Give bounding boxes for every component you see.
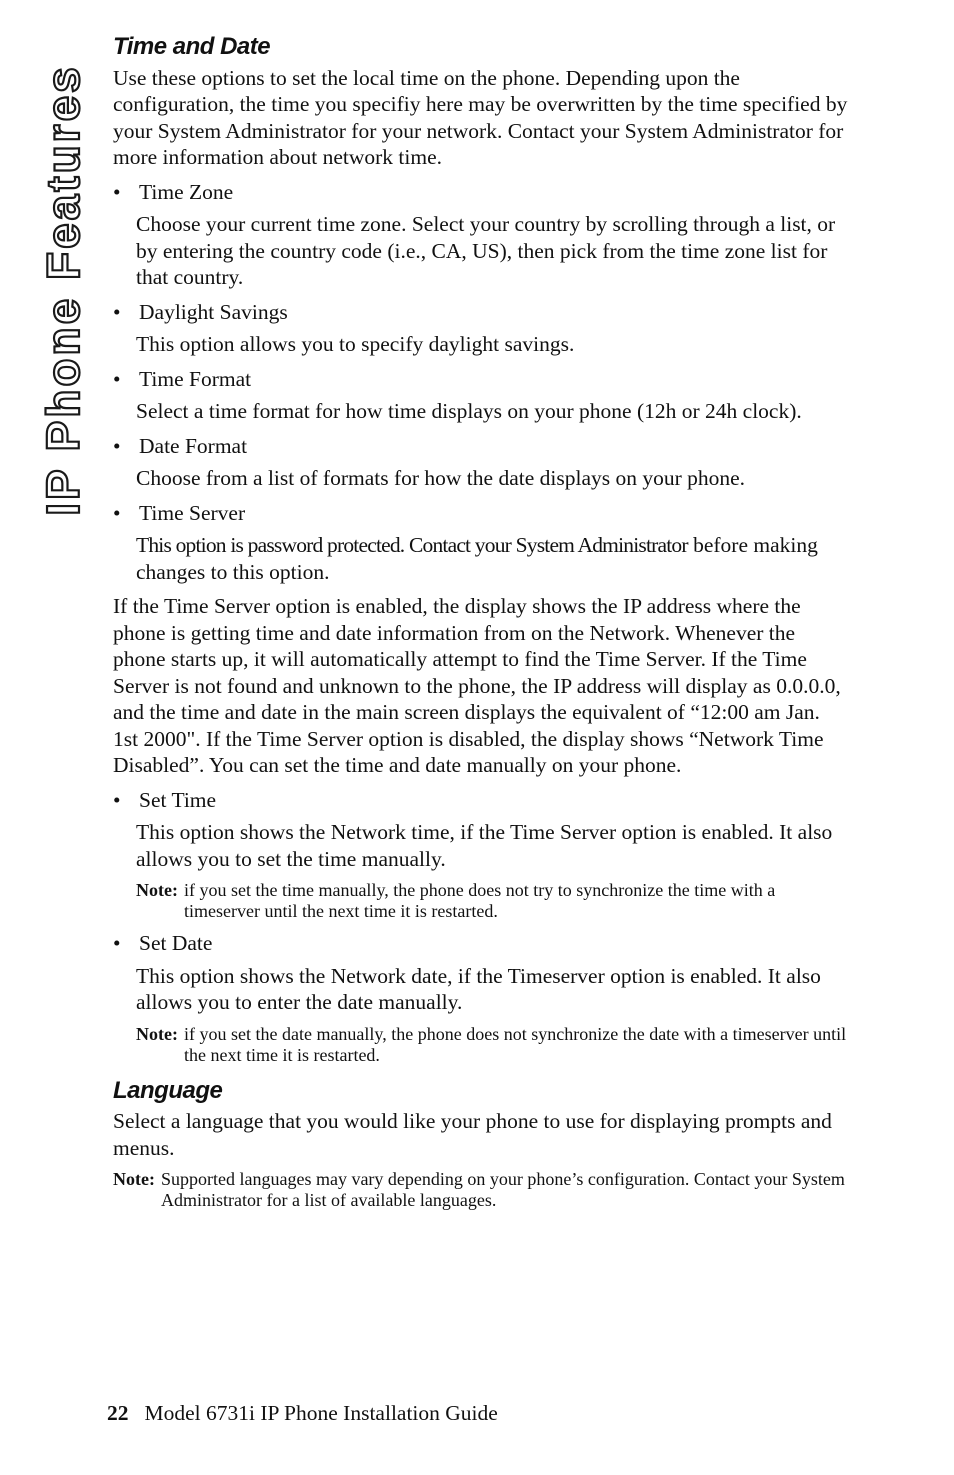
bullet-symbol: • (113, 433, 121, 458)
desc-part-2: before making changes to this option. (136, 533, 818, 584)
bullet-symbol: • (113, 500, 121, 525)
page-content (113, 34, 848, 1219)
guide-title: Model 6731i IP Phone Installation Guide (144, 1401, 498, 1425)
section-heading-language: Language (113, 1076, 223, 1104)
bullet-desc: This option shows the Network time, if the Time Server option is enabled. It also allows you to set the time manually. (136, 820, 833, 871)
bullet-time-zone (113, 179, 848, 206)
bullet-desc: Choose from a list of formats for how the date displays on your phone. (136, 466, 746, 490)
bullet-desc: This option shows the Network date, if the Timeserver option is enabled. It also allows you to enter the date manually. (136, 963, 821, 1014)
intro-paragraph: Use these options to set the local time on the phone. Depending upon the configuration, the time you specifiy here may be overwritten by the time specified by your System Administrator for your network. Contact your System Administrator for more information about network time. (113, 65, 848, 169)
bullet-symbol: • (113, 366, 121, 391)
bullet-time-server (113, 500, 848, 527)
side-tab (38, 40, 88, 540)
bullet-symbol: • (113, 931, 121, 955)
desc-part-1: This option is password protected. Contact your System Administrator (136, 533, 688, 557)
bullet-desc: This option allows you to specify daylight savings. (136, 332, 575, 356)
bullet-date-format (113, 433, 848, 460)
side-tab-label: IP Phone Features (37, 64, 89, 516)
note-label: Note: (136, 1023, 178, 1044)
time-server-paragraph: If the Time Server option is enabled, the display shows the IP address where the phone is getting time and date information from on the Network. Whenever the phone starts up, it will automatically attempt to find the Time Server. If the Time Server is not found and unknown to the phone, the IP address will display as 0.0.0.0, and the time and date in the main screen displays the equivalent of “12:00 am Jan. 1st 2000". If the Time Server option is disabled, the display shows “Network Time Disabled”. You can set the time and date manually on your phone. (113, 594, 841, 777)
note-set-time (136, 880, 848, 922)
bullet-daylight-savings (113, 299, 848, 326)
bullet-title: Set Time (139, 787, 217, 812)
bullet-title: Time Zone (139, 179, 234, 204)
bullet-title: Time Server (139, 500, 246, 525)
page-number: 22 (107, 1401, 129, 1425)
bullet-title: Time Format (139, 366, 252, 391)
bullet-desc: Select a time format for how time displays on your phone (12h or 24h clock). (136, 399, 802, 423)
note-text: if you set the time manually, the phone does not try to synchronize the time with a timeserver until the next time it is restarted. (183, 880, 776, 921)
section-heading-time-and-date: Time and Date (113, 33, 271, 60)
bullet-time-format (113, 366, 848, 393)
note-text: Supported languages may vary depending on your phone’s configuration. Contact your System Administrator for a list of available languages. (160, 1169, 845, 1210)
bullet-title: Date Format (139, 433, 248, 458)
bullet-title: Set Date (139, 931, 213, 955)
note-label: Note: (136, 880, 178, 900)
bullet-desc (136, 532, 848, 585)
note-language (113, 1169, 848, 1211)
note-set-date (136, 1024, 848, 1066)
bullet-symbol: • (113, 787, 121, 812)
bullet-symbol: • (113, 299, 121, 324)
language-paragraph: Select a language that you would like your phone to use for displaying prompts and menus. (113, 1109, 832, 1160)
bullet-set-date (113, 930, 848, 957)
bullet-title: Daylight Savings (139, 299, 288, 324)
bullet-desc: Choose your current time zone. Select your country by scrolling through a list, or by entering the country code (i.e., CA, US), then pick from the time zone list for that country. (136, 212, 836, 289)
bullet-symbol: • (113, 179, 121, 204)
note-text: if you set the date manually, the phone does not synchronize the date with a timeserver until the next time it is restarted. (183, 1023, 847, 1065)
bullet-set-time (113, 787, 848, 814)
note-label: Note: (113, 1169, 155, 1189)
page-footer (107, 1401, 498, 1426)
